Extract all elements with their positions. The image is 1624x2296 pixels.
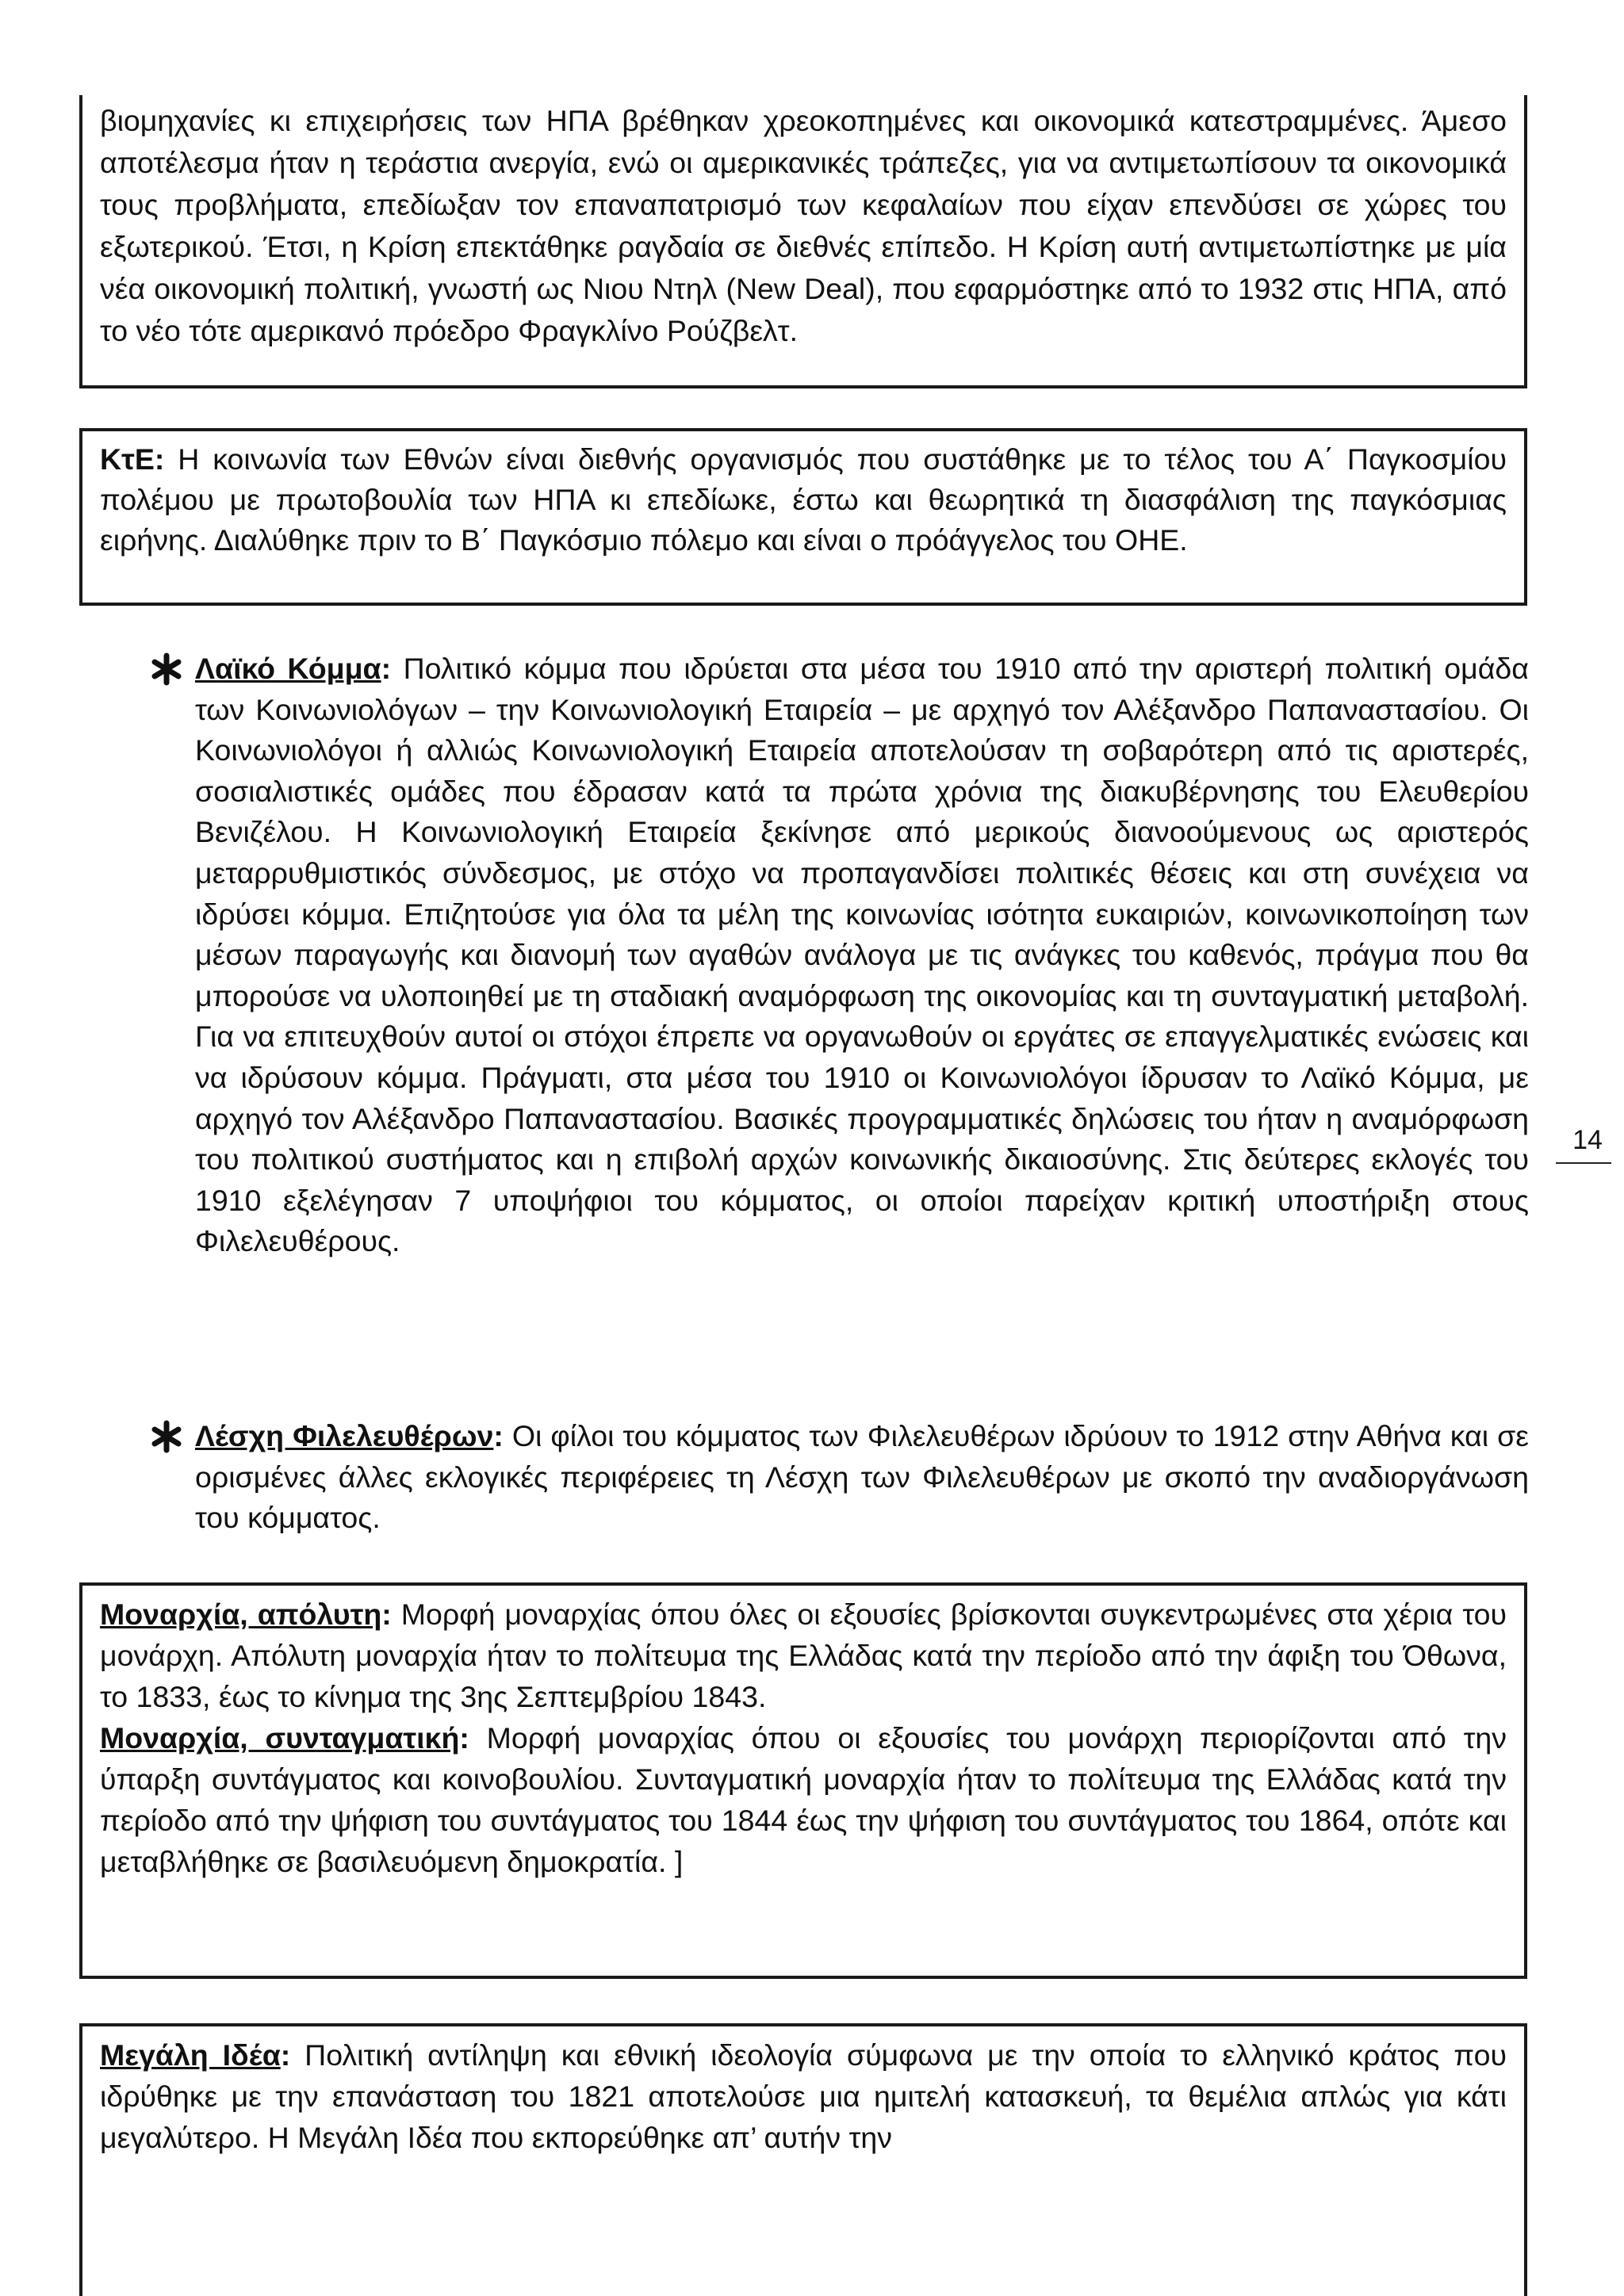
box-megali-idea	[79, 2023, 1527, 2296]
absolute-monarchy-paragraph: Μοναρχία, απόλυτη: Μορφή μοναρχίας όπου όλες οι εξουσίες βρίσκονται συγκεντρωμένες στα χέρια του μονάρχη. Απόλυτη μοναρχία ήταν το πολίτευμα της Ελλάδας κατά την περίοδο από την άφιξη του Όθωνα, το 1833, έως το κίνημα της 3ης Σεπτεμβρίου 1843.	[100, 1598, 1507, 1713]
laiko-komma-paragraph: Λαϊκό Κόμμα: Πολιτικό κόμμα που ιδρύεται στα μέσα του 1910 από την αριστερή πολιτική ομάδα των Κοινωνιολόγων – την Κοινωνιολογική Εταιρεία – με αρχηγό τον Αλέξανδρο Παπαναστασίου. Οι Κοινωνιολόγοι ή αλλιώς Κοινωνιολογική Εταιρεία αποτελούσαν τη σοβαρότερη από τις αριστερές, σοσιαλιστικές ομάδες που έδρασαν κατά τα πρώτα χρόνια της διακυβέρνησης του Ελευθερίου Βενιζέλου. Η Κοινωνιολογική Εταιρεία ξεκίνησε από μερικούς διανοούμενους ως αριστερός μεταρρυθμιστικός σύνδεσμος, με στόχο να προπαγανδίσει πολιτικές θέσεις και στη συνέχεια να ιδρύσει κόμμα. Επιζητούσε για όλα τα μέλη της κοινωνίας ισότητα ευκαιριών, κοινωνικοποίηση των μέσων παραγωγής και διανομή των αγαθών ανάλογα με τις ανάγκες του καθενός, πράγμα που θα μπορούσε να υλοποιηθεί με τη σταδιακή αναμόρφωση της οικονομίας και τη συνταγματική μεταβολή. Για να επιτευχθούν αυτοί οι στόχοι έπρεπε να οργανωθούν οι εργάτες σε επαγγελματικές ενώσεις και να ιδρύσουν κόμμα. Πράγματι, στα μέσα του 1910 οι Κοινωνιολόγοι ίδρυσαν το Λαϊκό Κόμμα, με αρχηγό τον Αλέξανδρο Παπαναστασίου. Βασικές προγραμματικές δηλώσεις του ήταν η αναμόρφωση του πολιτικού συστήματος και η επιβολή αρχών κοινωνικής δικαιοσύνης. Στις δεύτερες εκλογές του 1910 εξελέγησαν 7 υποψήφιοι του κόμματος, οι οποίοι παρείχαν κριτική υποστήριξη στους Φιλελευθέρους.	[195, 652, 1529, 1258]
laiko-komma-term: Λαϊκό Κόμμα	[195, 652, 381, 685]
box-monarchy-definitions	[79, 1582, 1527, 1979]
league-of-nations-term: ΚτΕ:	[100, 442, 165, 476]
absolute-monarchy-text: Μορφή μοναρχίας όπου όλες οι εξουσίες βρίσκονται συγκεντρωμένες στα χέρια του μονάρχη. Απόλυτη μοναρχία ήταν το πολίτευμα της Ελλάδας κατά την περίοδο από την άφιξη του Όθωνα, το 1833, έως το κίνημα της 3ης Σεπτεμβρίου 1843.	[100, 1598, 1507, 1713]
leschi-fileleftheron-paragraph: Λέσχη Φιλελευθέρων: Οι φίλοι του κόμματος των Φιλελευθέρων ιδρύουν το 1912 στην Αθήνα και σε ορισμένες άλλες εκλογικές περιφέρειες τη Λέσχη των Φιλελευθέρων με σκοπό την αναδιοργάνωση του κόμματος.	[195, 1419, 1529, 1535]
megali-idea-term: Μεγάλη Ιδέα	[100, 2038, 281, 2072]
constitutional-monarchy-paragraph: Μοναρχία, συνταγματική: Μορφή μοναρχίας όπου οι εξουσίες του μονάρχη περιορίζονται από την ύπαρξη συντάγματος και κοινοβουλίου. Συνταγματική μοναρχία ήταν το πολίτευμα της Ελλάδας κατά την περίοδο από την ψήφιση του συντάγματος του 1844 έως την ψήφιση του συντάγματος του 1864, οπότε και μεταβλήθηκε σε βασιλευόμενη δημοκρατία. ]	[100, 1721, 1507, 1878]
leschi-fileleftheron-term: Λέσχη Φιλελευθέρων	[195, 1419, 494, 1452]
constitutional-monarchy-text: Μορφή μοναρχίας όπου οι εξουσίες του μονάρχη περιορίζονται από την ύπαρξη συντάγματος και κοινοβουλίου. Συνταγματική μοναρχία ήταν το πολίτευμα της Ελλάδας κατά την περίοδο από την ψήφιση του συντάγματος του 1844 έως την ψήφιση του συντάγματος του 1864, οπότε και μεταβλήθηκε σε βασιλευόμενη δημοκρατία. ]	[100, 1721, 1507, 1878]
leschi-fileleftheron-text: Οι φίλοι του κόμματος των Φιλελευθέρων ιδρύουν το 1912 στην Αθήνα και σε ορισμένες άλλες εκλογικές περιφέρειες τη Λέσχη των Φιλελευθέρων με σκοπό την αναδιοργάνωση του κόμματος.	[195, 1419, 1529, 1535]
league-of-nations-paragraph	[100, 439, 1507, 561]
glossary-item-laiko-komma	[149, 649, 1529, 1262]
asterisk-bullet-icon	[149, 652, 184, 687]
asterisk-bullet-icon	[149, 1419, 184, 1454]
constitutional-monarchy-term: Μοναρχία, συνταγματική	[100, 1721, 460, 1755]
page-number-rule	[1556, 1162, 1611, 1164]
page-number: 14	[1572, 1125, 1603, 1155]
megali-idea-paragraph: Μεγάλη Ιδέα: Πολιτική αντίληψη και εθνική ιδεολογία σύμφωνα με την οποία το ελληνικό κράτος που ιδρύθηκε με την επανάσταση του 1821 αποτελούσε μια ημιτελή κατασκευή, τα θεμέλια απλώς για κάτι μεγαλύτερο. Η Μεγάλη Ιδέα που εκπορεύθηκε απ’ αυτήν την	[100, 2038, 1507, 2154]
laiko-komma-text: Πολιτικό κόμμα που ιδρύεται στα μέσα του 1910 από την αριστερή πολιτική ομάδα των Κοινωνιολόγων – την Κοινωνιολογική Εταιρεία – με αρχηγό τον Αλέξανδρο Παπαναστασίου. Οι Κοινωνιολόγοι ή αλλιώς Κοινωνιολογική Εταιρεία αποτελούσαν τη σοβαρότερη από τις αριστερές, σοσιαλιστικές ομάδες που έδρασαν κατά τα πρώτα χρόνια της διακυβέρνησης του Ελευθερίου Βενιζέλου. Η Κοινωνιολογική Εταιρεία ξεκίνησε από μερικούς διανοούμενους ως αριστερός μεταρρυθμιστικός σύνδεσμος, με στόχο να προπαγανδίσει πολιτικές θέσεις και στη συνέχεια να ιδρύσει κόμμα. Επιζητούσε για όλα τα μέλη της κοινωνίας ισότητα ευκαιριών, κοινωνικοποίηση των μέσων παραγωγής και διανομή των αγαθών ανάλογα με τις ανάγκες του καθενός, πράγμα που θα μπορούσε να υλοποιηθεί με τη σταδιακή αναμόρφωση της οικονομίας και τη συνταγματική μεταβολή. Για να επιτευχθούν αυτοί οι στόχοι έπρεπε να οργανωθούν οι εργάτες σε επαγγελματικές ενώσεις και να ιδρύσουν κόμμα. Πράγματι, στα μέσα του 1910 οι Κοινωνιολόγοι ίδρυσαν το Λαϊκό Κόμμα, με αρχηγό τον Αλέξανδρο Παπαναστασίου. Βασικές προγραμματικές δηλώσεις του ήταν η αναμόρφωση του πολιτικού συστήματος και η επιβολή αρχών κοινωνικής δικαιοσύνης. Στις δεύτερες εκλογές του 1910 εξελέγησαν 7 υποψήφιοι του κόμματος, οι οποίοι παρείχαν κριτική υποστήριξη στους Φιλελευθέρους.	[195, 652, 1529, 1258]
box-league-of-nations	[79, 428, 1527, 606]
box-great-depression-continuation	[79, 95, 1527, 388]
great-depression-text: βιομηχανίες κι επιχειρήσεις των ΗΠΑ βρέθηκαν χρεοκοπημένες και οικονομικά κατεστραμμένες. Άμεσο αποτέλεσμα ήταν η τεράστια ανεργία, ενώ οι αμερικανικές τράπεζες, για να αντιμετωπίσουν τα οικονομικά τους προβλήματα, επεδίωξαν τον επαναπατρισμό των κεφαλαίων που είχαν επενδύσει σε χώρες του εξωτερικού. Έτσι, η Κρίση επεκτάθηκε ραγδαία σε διεθνές επίπεδο. Η Κρίση αυτή αντιμετωπίστηκε με μία νέα οικονομική πολιτική, γνωστή ως Νιου Ντηλ (New Deal), που εφαρμόστηκε από το 1932 στις ΗΠΑ, από το νέο τότε αμερικανό πρόεδρο Φραγκλίνο Ρούζβελτ.	[100, 104, 1507, 347]
megali-idea-text: Πολιτική αντίληψη και εθνική ιδεολογία σύμφωνα με την οποία το ελληνικό κράτος που ιδρύθηκε με την επανάσταση του 1821 αποτελούσε μια ημιτελή κατασκευή, τα θεμέλια απλώς για κάτι μεγαλύτερο. Η Μεγάλη Ιδέα που εκπορεύθηκε απ’ αυτήν την	[100, 2038, 1507, 2154]
league-of-nations-text: Η κοινωνία των Εθνών είναι διεθνής οργανισμός που συστάθηκε με το τέλος του Α΄ Παγκοσμίου πολέμου με πρωτοβουλία των ΗΠΑ κι επεδίωκε, έστω και θεωρητικά τη διασφάλιση της παγκόσμιας ειρήνης. Διαλύθηκε πριν το Β΄ Παγκόσμιο πόλεμο και είναι ο πρόάγγελος του ΟΗΕ.	[100, 442, 1507, 557]
absolute-monarchy-term: Μοναρχία, απόλυτη	[100, 1598, 382, 1631]
glossary-item-leschi-fileleftheron	[149, 1416, 1529, 1539]
